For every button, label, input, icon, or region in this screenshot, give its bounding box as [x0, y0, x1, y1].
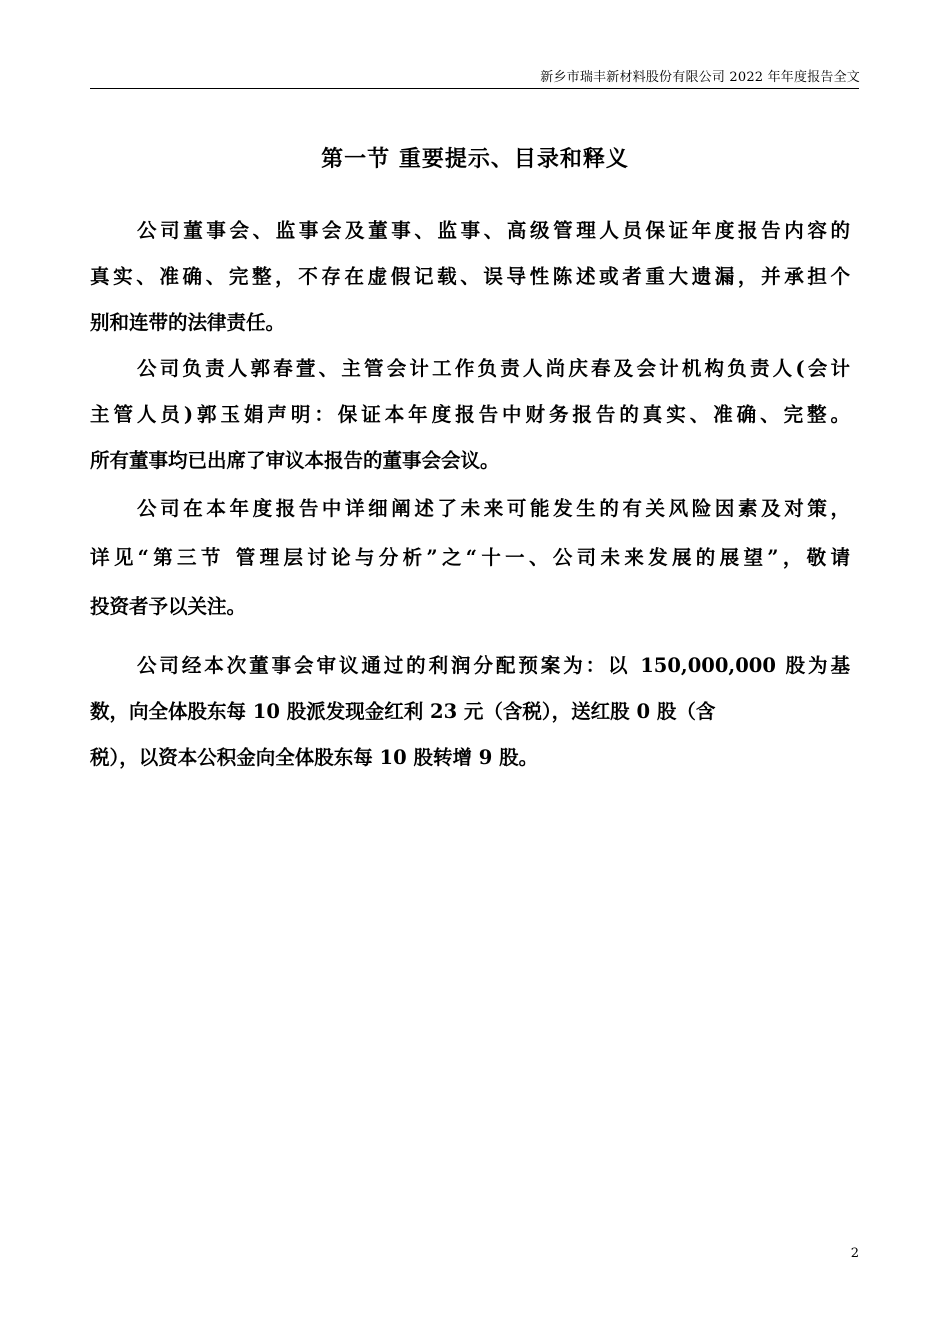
header-divider	[90, 88, 859, 89]
paragraph-3-line-3: 投资者予以关注。	[90, 595, 247, 618]
paragraph-4-line-2: 数，向全体股东每 10 股派发现金红利 23 元（含税），送红股 0 股（含	[90, 700, 716, 723]
paragraph-3-line-2: 详见“第三节 管理层讨论与分析”之“十一、公司未来发展的展望”，敬请	[90, 546, 850, 569]
running-header: 新乡市瑞丰新材料股份有限公司 2022 年年度报告全文	[540, 70, 860, 85]
paragraph-1-line-3: 别和连带的法律责任。	[90, 311, 286, 334]
section-title: 第一节 重要提示、目录和释义	[321, 146, 629, 172]
paragraph-1-line-1: 公司董事会、监事会及董事、监事、高级管理人员保证年度报告内容的	[137, 219, 850, 242]
paragraph-3-line-1: 公司在本年度报告中详细阐述了未来可能发生的有关风险因素及对策，	[137, 497, 850, 520]
paragraph-1-line-2: 真实、准确、完整，不存在虚假记载、误导性陈述或者重大遗漏，并承担个	[90, 265, 850, 288]
paragraph-2-line-1: 公司负责人郭春萱、主管会计工作负责人尚庆春及会计机构负责人(会计	[137, 357, 850, 380]
page-number: 2	[850, 1246, 859, 1261]
paragraph-2-line-2: 主管人员)郭玉娟声明：保证本年度报告中财务报告的真实、准确、完整。	[90, 403, 850, 426]
paragraph-4-line-3: 税），以资本公积金向全体股东每 10 股转增 9 股。	[90, 746, 539, 769]
paragraph-4-line-1: 公司经本次董事会审议通过的利润分配预案为：以 150,000,000 股为基	[137, 654, 850, 677]
paragraph-2-line-3: 所有董事均已出席了审议本报告的董事会会议。	[90, 449, 500, 472]
